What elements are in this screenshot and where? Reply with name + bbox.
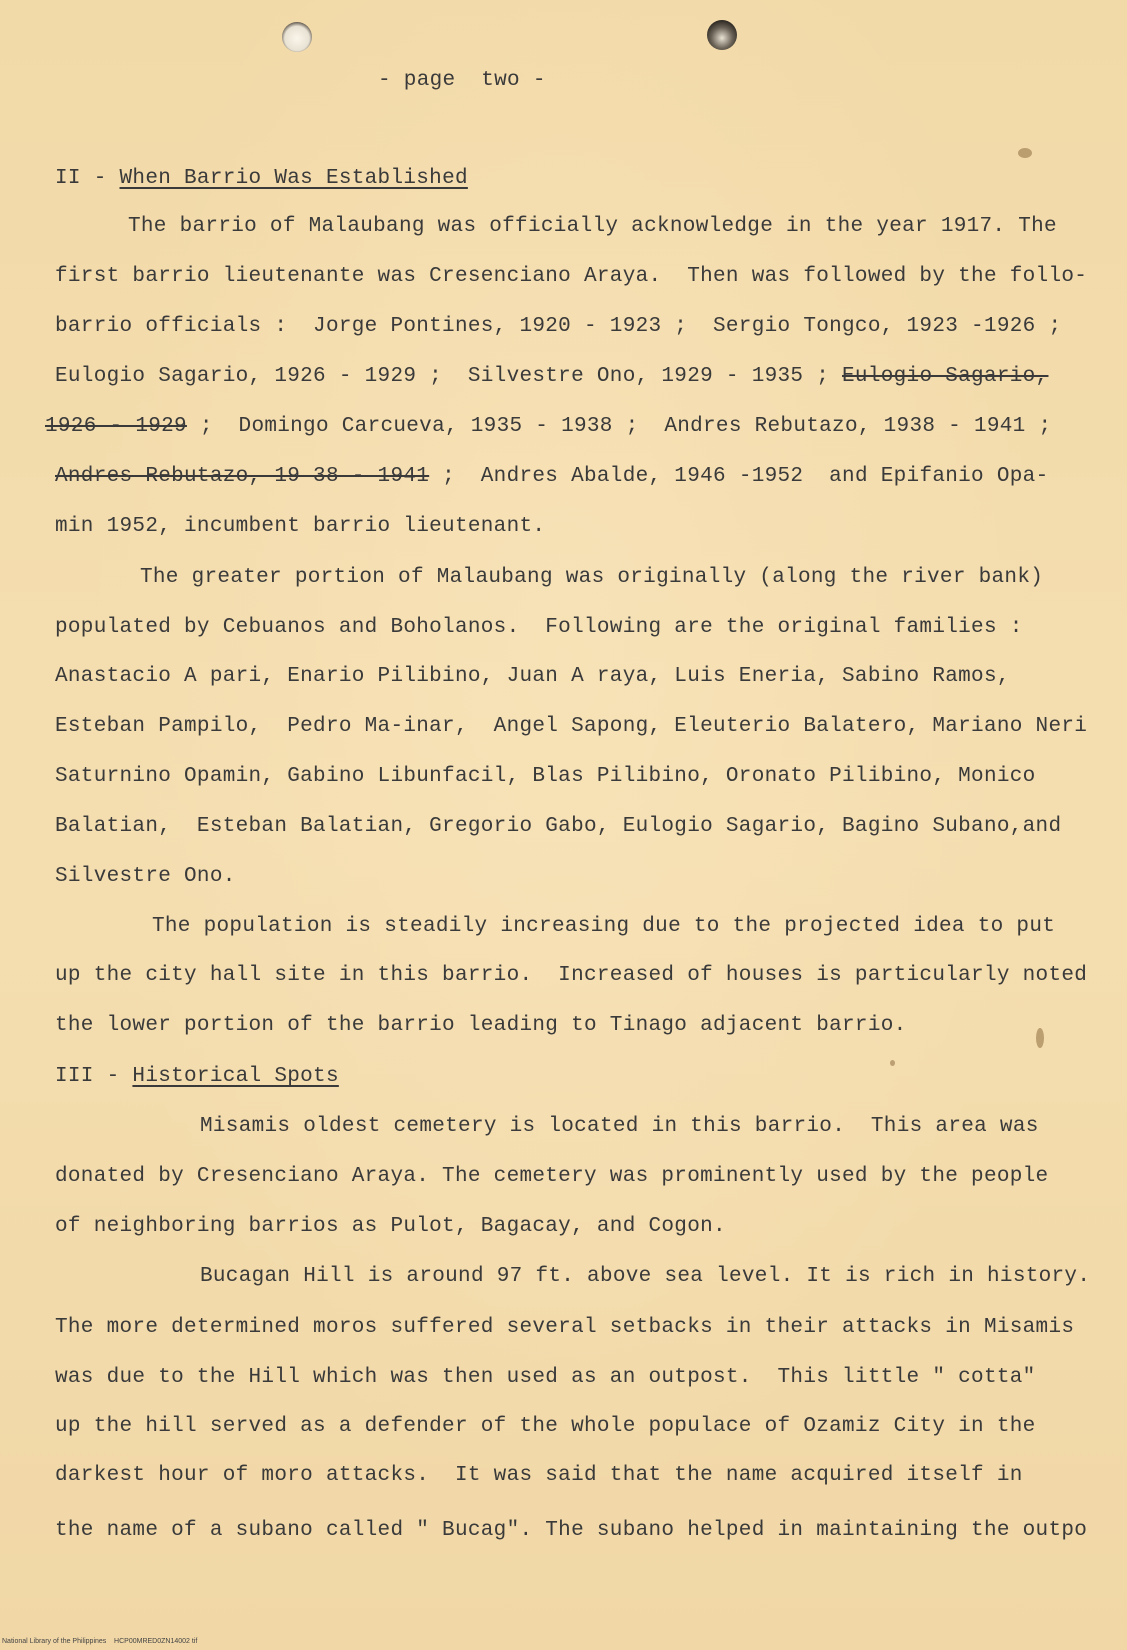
text-line: The barrio of Malaubang was officially acknowledge in the year 1917. The xyxy=(128,215,1057,238)
text-line: The population is steadily increasing due to the projected idea to put xyxy=(152,915,1056,938)
text-line: Balatian, Esteban Balatian, Gregorio Gabo, Eulogio Sagario, Bagino Subano,and xyxy=(55,815,1062,838)
text-line: Saturnino Opamin, Gabino Libunfacil, Blas Pilibino, Oronato Pilibino, Monico xyxy=(55,765,1036,788)
struck-text: 1926 - 1929 xyxy=(45,415,187,438)
text-line: up the hill served as a defender of the whole populace of Ozamiz City in the xyxy=(55,1415,1036,1438)
paper-stain xyxy=(1036,1028,1044,1048)
text-line: Anastacio A pari, Enario Pilibino, Juan A raya, Luis Eneria, Sabino Ramos, xyxy=(55,665,1010,688)
struck-text: Andres Rebutazo, 19 38 - 1941 xyxy=(55,465,430,488)
section-heading-3 xyxy=(55,1064,339,1090)
text-segment: Eulogio Sagario, 1926 - 1929 ; Silvestre Ono, 1929 - 1935 ; xyxy=(55,365,843,388)
text-line: populated by Cebuanos and Boholanos. Following are the original families : xyxy=(55,616,1023,639)
text-line xyxy=(55,464,1048,490)
text-segment: ; Domingo Carcueva, 1935 - 1938 ; Andres Rebutazo, 1938 - 1941 ; xyxy=(186,415,1052,438)
text-segment: ; Andres Abalde, 1946 -1952 and Epifanio Opa- xyxy=(429,465,1049,488)
text-line: Bucagan Hill is around 97 ft. above sea level. It is rich in history. xyxy=(200,1265,1091,1288)
text-line: Silvestre Ono. xyxy=(55,865,236,888)
text-line: up the city hall site in this barrio. Increased of houses is particularly noted xyxy=(55,964,1088,987)
text-line: The greater portion of Malaubang was originally (along the river bank) xyxy=(140,566,1044,589)
section-title: When Barrio Was Established xyxy=(119,167,468,190)
text-line: darkest hour of moro attacks. It was said that the name acquired itself in xyxy=(55,1464,1023,1487)
text-line: first barrio lieutenante was Cresenciano Araya. Then was followed by the follo- xyxy=(55,265,1088,288)
section-label: II - xyxy=(55,167,120,190)
text-line xyxy=(55,364,1048,390)
text-line: was due to the Hill which was then used as an outpost. This little " cotta" xyxy=(55,1366,1036,1389)
text-line: the name of a subano called " Bucag". The subano helped in maintaining the outpo xyxy=(55,1519,1088,1542)
archive-footer: National Library of the Philippines HCP00MRED0ZN14002 tif xyxy=(2,1638,198,1645)
text-line: The more determined moros suffered several setbacks in their attacks in Misamis xyxy=(55,1316,1075,1339)
text-line: of neighboring barrios as Pulot, Bagacay, and Cogon. xyxy=(55,1215,726,1238)
text-line: min 1952, incumbent barrio lieutenant. xyxy=(55,515,546,538)
punch-hole-right xyxy=(707,20,737,50)
section-title: Historical Spots xyxy=(132,1065,339,1088)
paper-stain xyxy=(890,1060,895,1066)
text-line: the lower portion of the barrio leading to Tinago adjacent barrio. xyxy=(55,1014,907,1037)
punch-hole-left xyxy=(282,22,312,52)
text-line: donated by Cresenciano Araya. The cemetery was prominently used by the people xyxy=(55,1165,1049,1188)
section-label: III - xyxy=(55,1065,133,1088)
paper-stain xyxy=(1018,148,1032,158)
struck-text: Eulogio Sagario, xyxy=(842,365,1049,388)
page-header: - page two - xyxy=(378,69,546,92)
text-line: Esteban Pampilo, Pedro Ma-inar, Angel Sapong, Eleuterio Balatero, Mariano Neri xyxy=(55,715,1088,738)
text-line: barrio officials : Jorge Pontines, 1920 - 1923 ; Sergio Tongco, 1923 -1926 ; xyxy=(55,315,1062,338)
text-line xyxy=(45,414,1051,440)
text-line: Misamis oldest cemetery is located in this barrio. This area was xyxy=(200,1115,1039,1138)
section-heading-2 xyxy=(55,166,468,192)
